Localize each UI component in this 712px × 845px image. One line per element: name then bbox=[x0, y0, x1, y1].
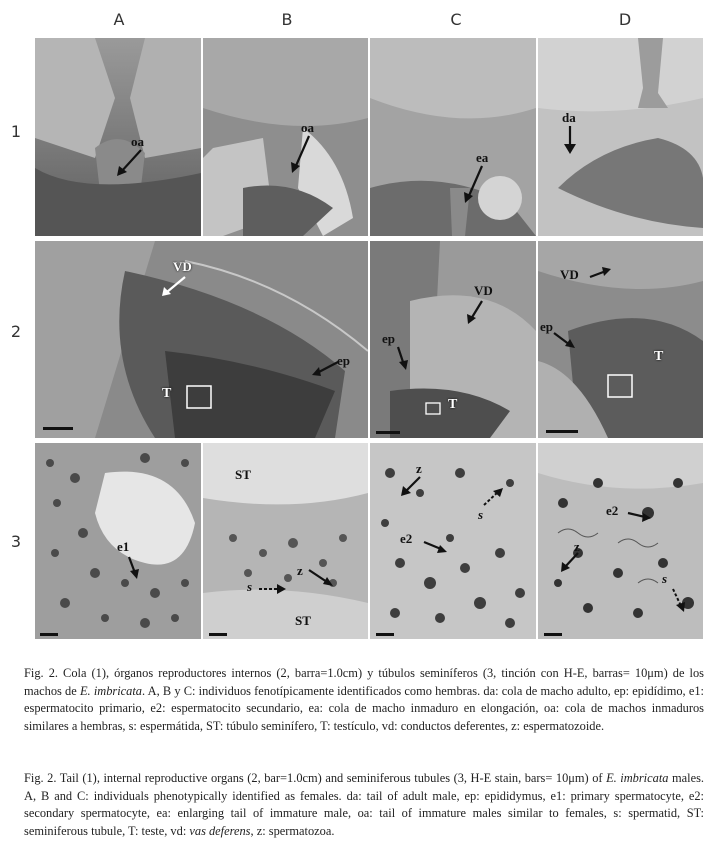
label-vd: VD bbox=[474, 283, 493, 298]
photo-c2-reproductive-organs bbox=[370, 241, 536, 438]
arrow-icon bbox=[466, 299, 486, 325]
arrow-icon bbox=[626, 509, 652, 523]
arrow-icon bbox=[552, 331, 576, 349]
column-label-d: D bbox=[618, 10, 632, 29]
label-da: da bbox=[562, 110, 576, 125]
row-label-3: 3 bbox=[10, 532, 22, 551]
caption-en-vas-deferens: vas deferens bbox=[189, 823, 251, 838]
caption-english bbox=[24, 770, 704, 840]
label-s: s bbox=[478, 507, 484, 522]
column-label-a: A bbox=[113, 10, 125, 29]
arrow-icon bbox=[670, 587, 688, 613]
column-label-b: B bbox=[281, 10, 293, 29]
arrow-icon bbox=[161, 275, 187, 297]
photo-a1-tail bbox=[35, 38, 201, 236]
caption-en-species: E. imbricata bbox=[606, 771, 669, 785]
label-ep: ep bbox=[540, 319, 553, 334]
photo-a2-reproductive-organs bbox=[35, 241, 368, 438]
micrograph-a3-seminiferous-tubule bbox=[35, 443, 201, 639]
micrograph-c3-seminiferous-tubule bbox=[370, 443, 536, 639]
arrow-icon bbox=[460, 164, 490, 204]
label-t: T bbox=[448, 397, 458, 412]
arrow-icon bbox=[560, 551, 580, 573]
label-s: s bbox=[247, 579, 253, 594]
label-vd: VD bbox=[173, 259, 192, 274]
arrow-icon bbox=[257, 583, 287, 595]
photo-b1-tail bbox=[203, 38, 368, 236]
label-st: ST bbox=[295, 613, 311, 628]
label-e2: e2 bbox=[400, 531, 413, 546]
label-s: s bbox=[662, 571, 668, 586]
arrow-icon bbox=[311, 359, 339, 377]
arrow-icon bbox=[482, 487, 504, 507]
caption-es-species: E. imbricata bbox=[79, 683, 143, 698]
arrow-icon bbox=[562, 126, 578, 154]
label-t: T bbox=[162, 386, 172, 401]
label-e2: e2 bbox=[606, 503, 619, 518]
photo-d2-reproductive-organs bbox=[538, 241, 703, 438]
label-t: T bbox=[654, 349, 664, 364]
arrow-icon bbox=[307, 567, 335, 587]
row-label-2: 2 bbox=[10, 322, 22, 341]
caption-es-rest: . A, B y C: individuos fenotípicamente identificados como hembras. da: cola de macho adulto, ep: epidídimo, e1: espermatocito primario, e2: espermatocito secundario, ea: cola de macho inmaduro en elongación, oa: cola de machos inmaduros similares a hembras, s: espermátida, ST: túbulo seminífero, T: testículo, vd: conductos deferentes, z: espermatozoide. bbox=[24, 683, 704, 733]
photo-d1-tail bbox=[538, 38, 703, 236]
arrow-icon bbox=[400, 475, 422, 497]
caption-en-middle: males. A, B and C: individuals phenotypically identified as females. da: tail of adult male, ep: epididymus, e1: primary spermatocyte, e2: secondary spermatocyte, ea: enlarging tail of immature male, oa: tail of immature males similar to females, s: spermatid, ST: seminiferous tubule, T: teste, vd: bbox=[24, 771, 704, 838]
arrow-icon bbox=[115, 148, 145, 178]
label-z: z bbox=[297, 563, 303, 578]
column-label-c: C bbox=[450, 10, 462, 29]
caption-es-prefix: Fig. 2. Cola (1), órganos reproductores internos (2, barra=1.0cm) y túbulos seminíferos (3, tinción con H-E, barras= 10μm) de los machos de bbox=[24, 666, 704, 698]
caption-spanish bbox=[24, 665, 704, 735]
label-oa: oa bbox=[131, 134, 144, 149]
arrow-icon bbox=[422, 539, 448, 555]
caption-en-prefix: Fig. 2. Tail (1), internal reproductive organs (2, bar=1.0cm) and seminiferous tubules (3, H-E stain, bars= 10μm) of bbox=[24, 771, 607, 785]
arrow-icon bbox=[588, 267, 612, 281]
micrograph-d3-seminiferous-tubule bbox=[538, 443, 703, 639]
arrow-icon bbox=[287, 134, 317, 174]
micrograph-b3-seminiferous-tubule bbox=[203, 443, 368, 639]
photo-c1-tail bbox=[370, 38, 536, 236]
label-e1: e1 bbox=[117, 539, 130, 554]
label-oa: oa bbox=[301, 120, 314, 135]
label-vd: VD bbox=[560, 267, 579, 282]
label-ep: ep bbox=[382, 331, 395, 346]
label-st: ST bbox=[235, 467, 251, 482]
arrow-icon bbox=[394, 345, 410, 371]
caption-en-end: , z: spermatozoa. bbox=[250, 823, 335, 838]
label-ea: ea bbox=[476, 150, 489, 165]
row-label-1: 1 bbox=[10, 122, 22, 141]
label-z: z bbox=[416, 461, 422, 476]
arrow-icon bbox=[125, 555, 141, 579]
label-z: z bbox=[574, 539, 580, 554]
label-ep: ep bbox=[337, 353, 350, 368]
